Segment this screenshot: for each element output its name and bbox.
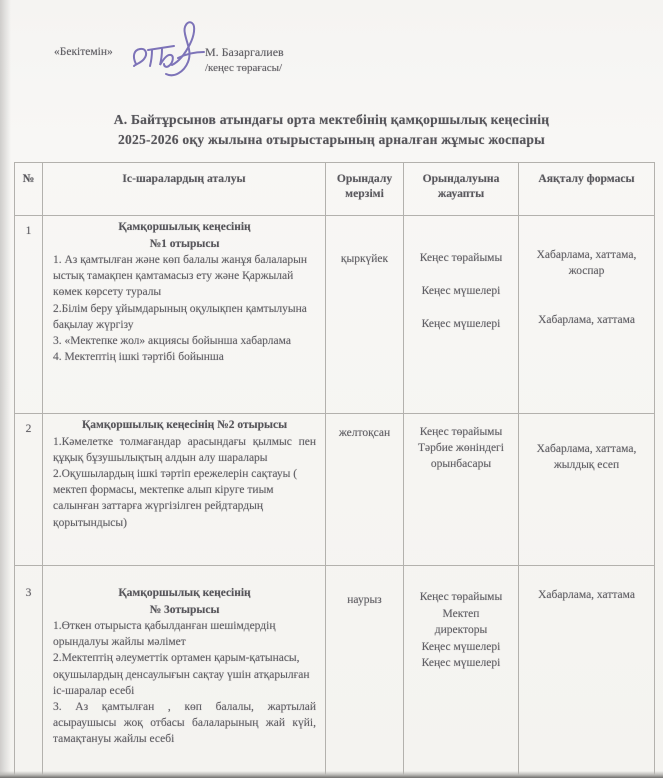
row1-responsible-2: Кеңес мүшелері: [421, 285, 501, 297]
row1-item-3: 3. «Мектепке жол» акциясы бойынша хабарлама: [53, 335, 291, 348]
row2-item-1: 1.Кәмелетке толмағандар арасындағы қылмыс пен құқық бұзушылықтың алдын алу шаралары: [53, 435, 316, 464]
row1-item-1: 1. Аз қамтылған және көп балалы жанұя балаларын ыстық тамақпен қамтамасыз ету және Қаржылай көмек көрсету туралы: [53, 254, 308, 299]
row3-item-3: 3. Аз қамтылған , көп балалы, жартылай асыраушысы жоқ отбасы балаларының жай күйі, тамақтануы жайлы есебі: [53, 701, 316, 746]
row3-responsible-3: Кеңес мүшелері: [421, 640, 501, 653]
row1-activities: [43, 216, 326, 414]
row1-item-2: 2.Білім беру ұйымдарының оқулықпен қамтылуына бақылау жүргізу: [53, 302, 307, 331]
row3-term: наурыз: [347, 594, 382, 606]
approval-block: [0, 0, 663, 100]
row3-activities: [43, 566, 326, 778]
document-title: [0, 110, 663, 150]
row1-form-2: Хабарлама, хаттама: [538, 314, 635, 326]
approver-identity: [205, 44, 284, 76]
row2-form-cell: [519, 414, 655, 566]
row1-item-4: 4. Мектептің ішкі тәртібі бойынша: [53, 351, 224, 364]
approve-label: «Бекітемін»: [54, 46, 113, 58]
row1-number: 1: [15, 216, 43, 414]
approver-role: /кеңес төрағасы/: [205, 62, 283, 74]
table-header-row: [15, 163, 655, 216]
row1-responsible-cell: [404, 216, 519, 414]
table-row: [15, 216, 655, 414]
row1-responsible-1: Кеңес төрайымы: [419, 252, 503, 264]
row3-form-cell: [519, 566, 655, 778]
row2-responsible-2: Тәрбие жөніндегі орынбасары: [418, 442, 504, 470]
header-num: №: [15, 163, 43, 216]
row2-meeting-title: Қамқоршылық кеңесінің №2 отырысы: [81, 419, 288, 431]
row1-meeting-title-line2: №1 отырысы: [149, 237, 220, 250]
row1-term: қыркүйек: [340, 253, 389, 265]
header-completion-form: Аяқталу формасы: [519, 163, 655, 216]
row3-responsible-1: Кеңес төрайымы: [419, 591, 503, 603]
row2-term-cell: [326, 414, 404, 566]
row3-item-2: 2.Мектептің әлеуметтік ортамен қарым-қатынасы, оқушылардың денсаулығын сақтау үшін атқарылған іс-шаралар есебі: [53, 652, 310, 697]
header-responsible: Орындалуына жауапты: [404, 163, 519, 216]
row2-responsible-1: Кеңес төрайымы: [419, 426, 503, 438]
row1-form-cell: [519, 216, 655, 414]
table-row: [15, 414, 655, 566]
row3-responsible-4: Кеңес мүшелері: [421, 657, 501, 669]
table-row: [15, 566, 655, 778]
scan-bottom-edge-shadow: [0, 771, 663, 778]
row3-responsible-2: Мектеп директоры: [434, 607, 488, 636]
row3-term-cell: [326, 566, 404, 778]
row2-number: 2: [15, 414, 43, 566]
row2-item-2: 2.Оқушылардың ішкі тәртіп ережелерін сақтауы ( мектеп формасы, мектепке алып кіруге тиым салынған заттарға жүргізілген рейдтардың қорытындысы): [53, 467, 298, 529]
row3-form-1: Хабарлама, хаттама: [538, 589, 635, 601]
row3-number: 3: [15, 566, 43, 778]
document-title-line2: 2025-2026 оқу жылына отырыстарының арналған жұмыс жоспары: [118, 132, 545, 147]
row3-meeting-title-line1: Қамқоршылық кеңесінің: [118, 587, 251, 599]
header-activity-name: Іс-шаралардың аталуы: [43, 163, 326, 216]
row2-responsible-cell: [404, 414, 519, 566]
work-plan-table: [14, 162, 654, 778]
row1-term-cell: [326, 216, 404, 414]
row1-form-1: Хабарлама, хаттама, жоспар: [536, 249, 637, 277]
row3-meeting-title-line2: № 3отырысы: [149, 603, 220, 616]
row2-activities: [43, 414, 326, 566]
approver-name: М. Базаргалиев: [205, 45, 284, 59]
document-title-line1: А. Байтұрсынов атындағы орта мектебінің қамқоршылық кеңесінің: [113, 112, 550, 127]
row1-responsible-3: Кеңес мүшелері: [421, 318, 501, 330]
header-term: Орындалу мерзімі: [326, 163, 404, 216]
row1-meeting-title-line1: Қамқоршылық кеңесінің: [118, 221, 251, 233]
row3-item-1: 1.Өткен отырыста қабылданған шешімдердің орындалуы жайлы мәлімет: [53, 620, 276, 649]
row2-term: желтоқсан: [338, 427, 391, 439]
row2-form-1: Хабарлама, хаттама, жылдық есеп: [536, 443, 637, 471]
row3-responsible-cell: [404, 566, 519, 778]
